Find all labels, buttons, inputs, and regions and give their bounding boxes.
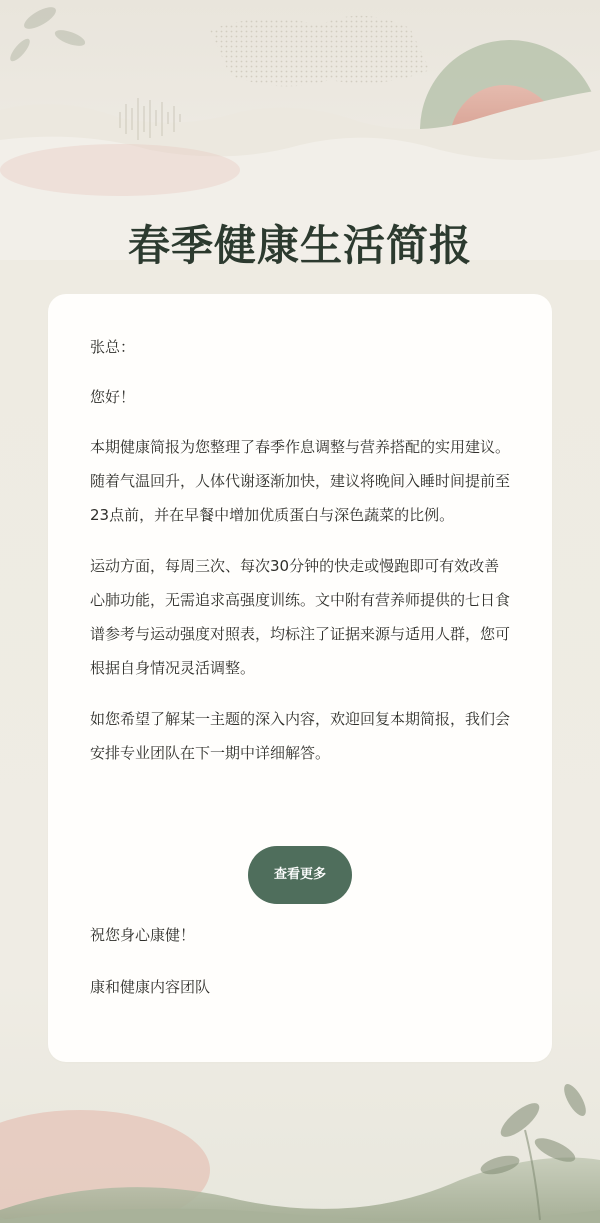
footer-illustration — [0, 1060, 600, 1223]
salutation: 张总： — [90, 338, 136, 356]
letter-body — [90, 330, 514, 787]
signoff — [90, 918, 514, 1022]
closing-line: 祝您身心康健！ — [90, 926, 196, 944]
body-paragraph-3: 如您希望了解某一主题的深入内容，欢迎回复本期简报，我们会安排专业团队在下一期中详细解答。 — [90, 710, 511, 762]
view-more-button[interactable]: 查看更多 — [248, 846, 352, 904]
blush-hill — [0, 1110, 210, 1223]
content-card — [48, 294, 552, 1062]
body-paragraph-1: 本期健康简报为您整理了春季作息调整与营养搭配的实用建议。随着气温回升，人体代谢逐渐加快，建议将晚间入睡时间提前至23点前，并在早餐中增加优质蛋白与深色蔬菜的比例。 — [90, 438, 511, 524]
greeting: 您好！ — [90, 388, 136, 406]
cta-container — [48, 846, 552, 904]
signature: 康和健康内容团队 — [90, 978, 211, 996]
newsletter-title: 春季健康生活简报 — [127, 221, 472, 271]
body-paragraph-2: 运动方面，每周三次、每次30分钟的快走或慢跑即可有效改善心肺功能，无需追求高强度训练。文中附有营养师提供的七日食谱参考与运动强度对照表，均标注了证据来源与适用人群，您可根据自身情况灵活调整。 — [90, 557, 511, 677]
